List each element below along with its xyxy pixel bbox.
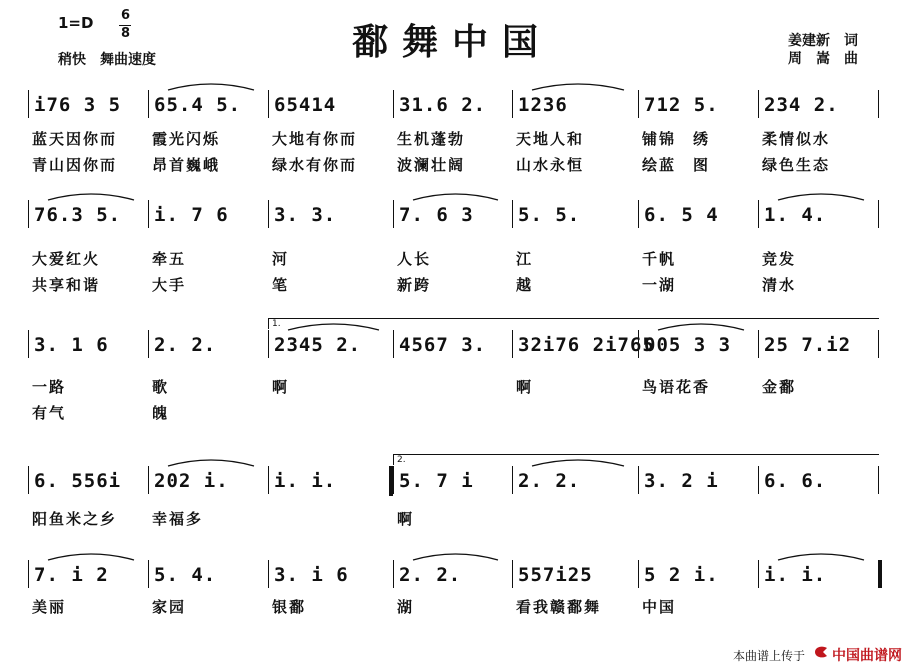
tempo-marking: 稍快 舞曲速度 [58,52,156,68]
measure-notes: 3. i 6 [274,564,349,586]
slur [778,554,864,560]
site-logo-icon [813,644,829,660]
measure-notes: 5. 7 i [399,470,474,492]
slur [658,324,744,330]
lyric-text: 绘蓝 图 [642,156,711,174]
lyric-text: 笔 [272,276,290,294]
lyric-text: 竞发 [762,250,797,268]
measure-notes: 557i25 [518,564,593,586]
lyric-text: 阳鱼米之乡 [32,510,118,528]
lyric-text: 啊 [272,378,290,396]
lyric-text: 大地有你而 [272,130,358,148]
measure-notes: 4567 3. [399,334,487,356]
lyric-text: 昂首巍峨 [152,156,221,174]
lyric-text: 啊 [397,510,415,528]
slur [48,194,134,200]
slur [168,460,254,466]
lyric-text: 幸福多 [152,510,204,528]
lyric-text: 清水 [762,276,797,294]
measure-notes: 6. 6. [764,470,827,492]
measure-notes: 25 7.i2 [764,334,852,356]
lyric-text: 霞光闪烁 [152,130,221,148]
measure-notes: 005 3 3 [644,334,732,356]
page-title: 鄱舞中国 [352,22,553,63]
slur [288,324,379,330]
measure-notes: 7. i 2 [34,564,109,586]
lyric-text: 山水永恒 [516,156,585,174]
lyric-text: 啊 [516,378,534,396]
measure-notes: 234 2. [764,94,839,116]
lyric-text: 天地人和 [516,130,585,148]
lyric-text: 银鄱 [272,598,307,616]
lyric-text: 中国 [642,598,677,616]
slur [48,554,134,560]
lyric-text: 千帆 [642,250,677,268]
measure-notes: 1236 [518,94,568,116]
measure-notes: i. i. [274,470,337,492]
measure-notes: 3. 2 i [644,470,719,492]
key-signature: 1=D [58,14,94,32]
measure-notes: 5. 5. [518,204,581,226]
lyric-text: 美丽 [32,598,67,616]
lyric-text: 金鄱 [762,378,797,396]
measure-notes: 5. 4. [154,564,217,586]
lyric-text: 越 [516,276,534,294]
lyricist-credit: 姜建新 词 [788,33,858,49]
lyric-text: 生机蓬勃 [397,130,466,148]
time-signature-numerator: 6 [121,8,131,23]
lyric-text: 湖 [397,598,415,616]
measure-notes: 1. 4. [764,204,827,226]
lyric-text: 共享和谐 [32,276,101,294]
lyric-text: 河 [272,250,290,268]
measure-notes: i. i. [764,564,827,586]
lyric-text: 歌 [152,378,170,396]
measure-notes: 65.4 5. [154,94,242,116]
lyric-text: 家园 [152,598,187,616]
measure-notes: 2. 2. [518,470,581,492]
slur [532,84,624,90]
measure-notes: 6. 556i [34,470,122,492]
lyric-text: 有气 [32,404,67,422]
lyric-text: 江 [516,250,534,268]
slur [413,554,498,560]
site-logo-text: 中国曲谱网 [832,648,902,664]
lyric-text: 一湖 [642,276,677,294]
lyric-text: 铺锦 绣 [642,130,711,148]
measure-notes: 2. 2. [154,334,217,356]
lyric-text: 大爱红火 [32,250,101,268]
composer-credit: 周 嵩 曲 [788,51,858,67]
lyric-text: 绿色生态 [762,156,831,174]
measure-notes: 6. 5 4 [644,204,719,226]
lyric-text: 一路 [32,378,67,396]
measure-notes: 2345 2. [274,334,362,356]
lyric-text: 看我赣鄱舞 [516,598,602,616]
lyric-text: 蓝天因你而 [32,130,118,148]
lyric-text: 人长 [397,250,432,268]
lyric-text: 大手 [152,276,187,294]
measure-notes: i. 7 6 [154,204,229,226]
measure-notes: 65414 [274,94,337,116]
slur [778,194,864,200]
footer-uploaded-text: 本曲谱上传于 [733,649,806,663]
measure-notes: 76.3 5. [34,204,122,226]
slur [168,84,254,90]
lyric-text: 魄 [152,404,170,422]
measure-notes: i76 3 5 [34,94,122,116]
lyric-text: 新跨 [397,276,432,294]
measure-notes: 2. 2. [399,564,462,586]
lyric-text: 绿水有你而 [272,156,358,174]
lyric-text: 柔情似水 [762,130,831,148]
lyric-text: 波澜壮阔 [397,156,466,174]
slur [532,460,624,466]
measure-notes: 3. 3. [274,204,337,226]
measure-notes: 712 5. [644,94,719,116]
lyric-text: 牵五 [152,250,187,268]
slur [413,194,498,200]
volta-label: 2. [397,455,406,465]
lyric-text: 青山因你而 [32,156,118,174]
time-signature-denominator: 8 [121,26,131,41]
measure-notes: 7. 6 3 [399,204,474,226]
measure-notes: 32i76 2i765 [518,334,655,356]
measure-notes: 202 i. [154,470,229,492]
volta-label: 1. [272,319,281,329]
measure-notes: 31.6 2. [399,94,487,116]
lyric-text: 鸟语花香 [642,378,711,396]
measure-notes: 3. 1 6 [34,334,109,356]
measure-notes: 5 2 i. [644,564,719,586]
